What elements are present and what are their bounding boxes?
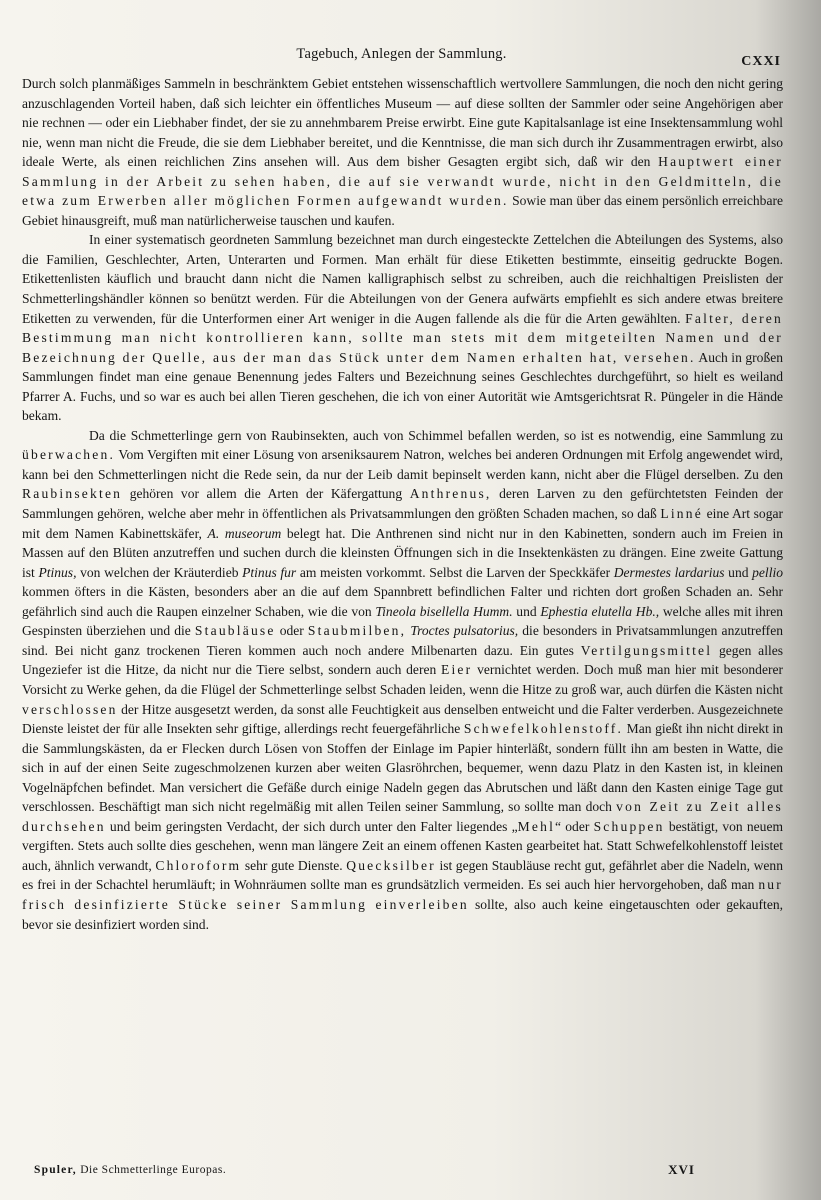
footer-book-title: Die Schmetterlinge Europas. <box>80 1164 227 1176</box>
text-run: oder <box>275 623 308 639</box>
page-number: CXXI <box>741 54 781 69</box>
text-run: gegen alles Ungeziefer ist die Hitze, da nicht nur die Tiere selbst, sondern auch deren <box>22 642 784 678</box>
text-run: die besonders in Privatsammlungen anzutreffen sind. Bei nicht ganz trockenen Tieren kommen auch noch andere Milbenarten dazu. Ein gutes <box>22 623 783 658</box>
italic-term: Ptinus, <box>38 564 77 580</box>
text-run: und <box>512 603 541 619</box>
spaced-emphasis: Staubmilben, <box>307 623 407 639</box>
spaced-emphasis: Staubläuse <box>194 623 276 639</box>
body-text <box>22 74 783 934</box>
spaced-emphasis: Falter, deren Bestimmung man nicht kontrollieren kann, sollte man stets mit dem mitgeteilten Namen und der Bezeichnung der Quelle, aus der man das Stück unter dem Namen erhalten hat, versehen. <box>22 310 783 365</box>
spaced-emphasis: Raubinsekten <box>22 486 123 502</box>
paragraph-1 <box>22 74 783 230</box>
text-run: ist gegen Staubläuse recht gut, gefährlet aber die Nadeln, wenn es frei in der Schachtel herumläuft; in Wohnräumen sollte man es grundsätzlich vermeiden. Es sei auch hier hervorgehoben, daß man <box>22 857 783 893</box>
text-run: In einer systematisch geordneten Sammlung bezeichnet man durch eingesteckte Zettelchen die Abteilungen des Systems, also die Familien, Geschlechter, Arten, Unterarten und Formen. Man erhält für diese Etiketten bestimmte, einseitig gedruckte Bogen. Etikettenlisten käuflich und braucht dann nicht die Namen kalligraphisch selbst zu schreiben, auch die reichhaltigen Preislisten der Schmetterlingshändler können so benützt werden. Für die Abteilungen von der Genera aufwärts empfiehlt es sich andere etwas breitere Etiketten zu verwenden, für die Unterformen einer Art weniger in die Augen fallende als die für die Arten gewählten. <box>22 232 783 326</box>
signature-mark: XVI <box>668 1162 695 1177</box>
spaced-emphasis: Hauptwert einer Sammlung in der Arbeit zu sehen haben, die auf sie verwandt wurde, nicht in den Geldmitteln, die etwa zum Erwerben aller möglichen Formen aufgewandt wurden. <box>22 154 784 209</box>
running-title: Tagebuch, Anlegen der Sammlung. <box>296 46 507 62</box>
spaced-emphasis: Quecksilber <box>346 857 436 873</box>
text-run: vernichtet werden. Doch muß man hier mit besonderer Vorsicht zu Werke gehen, da die Flügel der Schmetterlinge selbst Schaden leiden, wenn die Hitze zu groß war, auch dürfen die Kästen nicht <box>22 662 783 697</box>
spaced-emphasis: Mehl <box>517 818 556 834</box>
text-run: Durch solch planmäßiges Sammeln in beschränktem Gebiet entstehen wissenschaftlich wertvollere Sammlungen, die noch den nicht gering anzuschlagenden Vorteil haben, daß sich leichter ein öffentliches Museum — auf diese sollten der Sammler oder seine Angehörigen aber nie rechnen — oder ein Liebhaber findet, der sie zu annehmbarem Preise erwirbt. Eine gute Kapitalsanlage ist eine Insektensammlung wohl nie, wenn man nicht die Freude, die sie dem Liebhaber bereitet, und die Kenntnisse, die man sich durch ihr Zusammentragen erwirbt, also ideale Werte, als einen reichlichen Zins ansehen will. Aus dem bisher Gesagten ergibt sich, daß wir den <box>22 76 783 170</box>
italic-term: Ptinus fur <box>242 564 297 580</box>
italic-term: Tineola bisellella Humm. <box>375 603 513 619</box>
text-run: und beim geringsten Verdacht, der sich durch unter den Falter liegendes „ <box>105 818 518 834</box>
running-head <box>22 46 781 68</box>
spaced-emphasis: überwachen. <box>22 447 116 463</box>
footer-author: Spuler, <box>34 1164 77 1176</box>
text-run: gehören vor allem die Arten der Käfergattung <box>122 486 410 502</box>
spaced-emphasis: Vertilgungsmittel <box>580 642 713 658</box>
spaced-emphasis: Anthrenus, <box>409 486 492 502</box>
italic-term: Dermestes lardarius <box>613 564 725 580</box>
page-footer <box>22 1162 783 1182</box>
text-run: eine Art sogar mit dem Namen Kabinettskäfer, <box>22 506 783 541</box>
paragraph-2 <box>22 230 783 425</box>
spaced-emphasis: Eier <box>440 662 473 678</box>
spaced-emphasis: verschlossen <box>22 701 118 717</box>
paragraph-3 <box>22 426 783 934</box>
footer-citation <box>34 1164 226 1176</box>
text-run: Sowie man über das einem persönlich erreichbare Gebiet hinausgreift, muß man natürlicherweise tauschen und kaufen. <box>22 193 783 228</box>
text-run: sehr gute Dienste. <box>241 857 347 873</box>
text-run: Da die Schmetterlinge gern von Raubinsekten, auch von Schimmel befallen werden, so ist es notwendig, eine Sammlung zu <box>89 427 783 443</box>
spaced-emphasis: Linné <box>660 506 703 522</box>
text-run: am meisten vorkommt. Selbst die Larven der Speckkäfer <box>296 564 614 580</box>
text-run: sollte, also auch keine eingetauschten oder gekauften, bevor sie desinfiziert worden sind. <box>22 896 783 932</box>
text-run: Auch in großen Sammlungen findet man eine genaue Benennung jedes Falters und Bezeichnung seines Geschlechtes durchgeführt, so hielt es weiland Pfarrer A. Fuchs, und so war es auch bei allen Tieren geschehen, die ich von einer Autorität wie Amtsgerichtsrat R. Püngeler in die Hände bekam. <box>22 349 784 424</box>
spaced-emphasis: Schuppen <box>593 818 665 834</box>
spaced-emphasis: von Zeit zu Zeit alles durchsehen <box>22 799 783 834</box>
italic-term: Troctes pulsatorius, <box>410 623 519 639</box>
text-run: deren Larven zu den gefürchtetsten Feinden der Sammlungen gehören, welche aber mehr in öffentlichen als Privatsammlungen den größten Schaden machen, so daß <box>22 486 783 522</box>
text-run: und <box>724 564 753 580</box>
italic-term: Ephestia elutella Hb., <box>540 603 660 619</box>
spaced-emphasis: Chloroform <box>155 857 242 873</box>
text-run: “ oder <box>555 818 594 834</box>
spaced-emphasis: Schwefelkohlenstoff. <box>463 721 624 737</box>
text-run: kommen öfters in die Kästen, besonders aber an die auf dem Spannbrett befindlichen Falter und richten dort großen Schaden an. Sehr gefährlich sind auch die Raupen einzelner Schaben, wie die von <box>22 584 783 619</box>
text-run: von welchen der Kräuterdieb <box>76 564 243 580</box>
text-run: bestätigt, von neuem vergiften. Stets auch sollte dies geschehen, wenn man längere Zeit an einem offenen Kasten gearbeitet hat. Statt Schwefelkohlenstoff leistet auch, ähnlich verwandt, <box>22 818 783 873</box>
text-run: Man gießt ihn nicht direkt in die Sammlungskästen, da er Flecken durch Lösen von Stoffen der Einlage im Papier hinterläßt, sondern füllt ihn am besten in Watte, die sich in auf der einen Seite zugeschmolzenen kurzen aber weiten Glasröhrchen, bequemer, wenn dazu Platz in den Kasten ist, in kleinen Vogelnäpfchen befindet. Man versichert die Gefäße durch einige Nadeln gegen das Abrutschen und läßt dann den Kasten einige Tage gut verschlossen. Beschäftigt man sich nicht regelmäßig mit allen Teilen seiner Sammlung, so sollte man doch <box>22 721 783 815</box>
spaced-emphasis: nur frisch desinfizierte Stücke seiner Sammlung einverleiben <box>22 877 783 912</box>
text-run: welche alles mit ihren Gespinsten überziehen und die <box>22 603 784 639</box>
italic-term: pellio <box>752 564 783 580</box>
text-run: belegt hat. Die Anthrenen sind nicht nur in den Kabinetten, sondern auch im Freien in Massen auf den Blüten anzutreffen und suchen durch die kleinsten Öffnungen sich in die Insektenkästen zu drängen. Eine zweite Gattung ist <box>22 525 783 580</box>
italic-term: A. museorum <box>207 525 282 541</box>
text-run: der Hitze ausgesetzt werden, da sonst alle Feuchtigkeit aus denselben entweicht und die Falter verderben. Ausgezeichnete Dienste leistet der für alle Insekten sehr giftige, allerdings recht feuergefährliche <box>22 701 783 737</box>
text-run: Vom Vergiften mit einer Lösung von arseniksaurem Natron, welches bei anderen Ordnungen mit Erfolg angewendet wird, kann bei den Schmetterlingen nicht die Rede sein, da nur der Leib damit bepinselt werden kann, nicht aber die Flügel derselben. Zu den <box>22 447 783 482</box>
